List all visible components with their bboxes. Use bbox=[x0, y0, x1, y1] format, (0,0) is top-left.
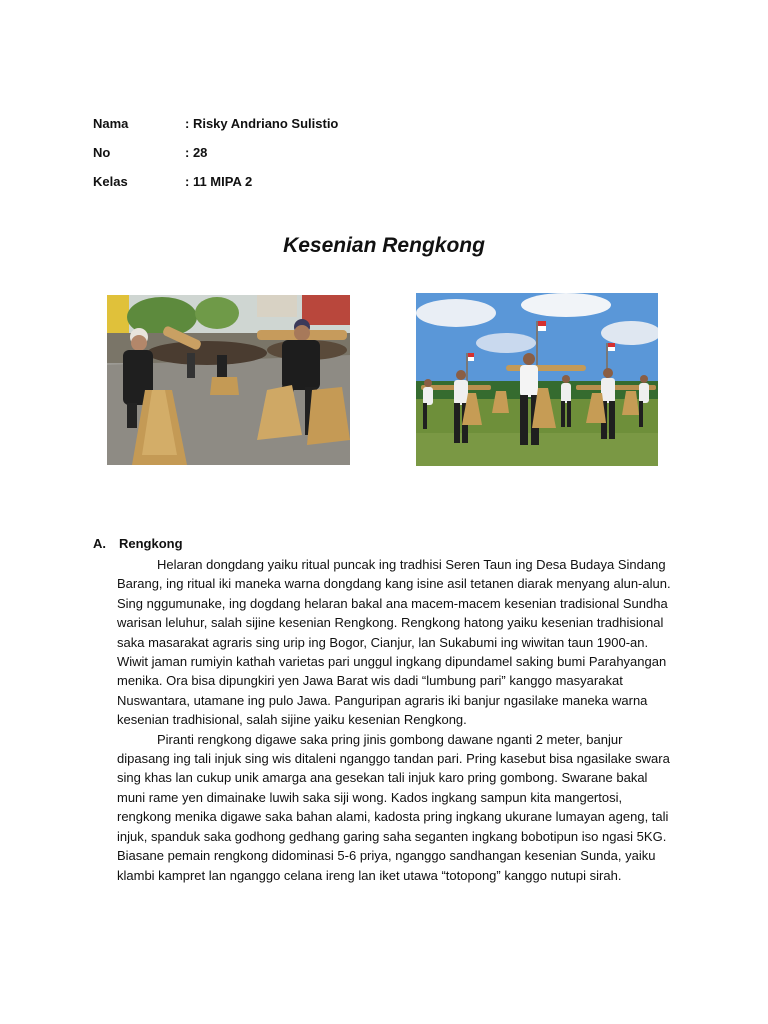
paragraph: Piranti rengkong digawe saka pring jinis gombong dawane nganti 2 meter, banjur dipasang ing tali injuk sing wis ditaleni nganggo tandan pari. Pring kasebut bisa ngasilake swara sing khas lan cukup unik amarga ana gesekan tali injuk karo pring gombong. Swarane bakal muni rame yen dimainake luwih saka siji wong. Kados ingkang sampun kita mangertosi, rengkong menika digawe saka bahan alami, kadosta pring ingkang ukurane lumayan ageng, tali injuk, spanduk saka godhong gedhang garing saha seganten ingkang bobotipun iso ngasi 5KG. Biasane pemain rengkong didominasi 5-6 priya, nganggo sandhangan kesenian Sunda, yaiku klambi kampret lan nganggo celana ireng lan iket utawa “totopong” kanggo nutupi sirah. bbox=[117, 731, 670, 883]
section-body bbox=[117, 555, 677, 885]
section-letter: A. bbox=[93, 536, 106, 551]
section-rengkong bbox=[93, 536, 693, 883]
identity-label: Kelas bbox=[93, 174, 128, 189]
identity-value: : Risky Andriano Sulistio bbox=[185, 116, 339, 131]
identity-value: : 11 MIPA 2 bbox=[185, 174, 253, 189]
street-parade-photo bbox=[107, 295, 350, 465]
paragraph: Helaran dongdang yaiku ritual puncak ing tradhisi Seren Taun ing Desa Budaya Sindang Barang, ing ritual iki maneka warna dongdang kang isine asil tetanen diarak menyang alun-alun. Sing nggumunake, ing dogdang helaran bakal ana macem-macem kesenian tradisional Sundha warisan leluhur, salah sijine kesenian Rengkong. Rengkong hatong yaiku kesenian tradhisional saka masarakat agraris sing urip ing Bogor, Cianjur, lan Sukabumi ing wiwitan taun 1900-an. Wiwit jaman rumiyin kathah varietas pari unggul ingkang dipundamel saking bumi Parahyangan menika. Ora bisa dipungkiri yen Jawa Barat wis dadi “lumbung pari” kanggo masyarakat Nuswantara, utamane ing pulo Jawa. Panguripan agraris iki banjur ngasilake maneka warna kesenian tradhisional, salah sijine yaiku kesenian Rengkong. bbox=[117, 557, 671, 728]
identity-label: Nama bbox=[93, 116, 129, 131]
field-performance-photo bbox=[416, 293, 658, 466]
identity-label: No bbox=[93, 145, 111, 160]
section-title: Rengkong bbox=[119, 536, 183, 551]
section-heading bbox=[93, 536, 693, 556]
page-title: Kesenian Rengkong bbox=[283, 234, 485, 257]
identity-value: : 28 bbox=[185, 145, 208, 160]
